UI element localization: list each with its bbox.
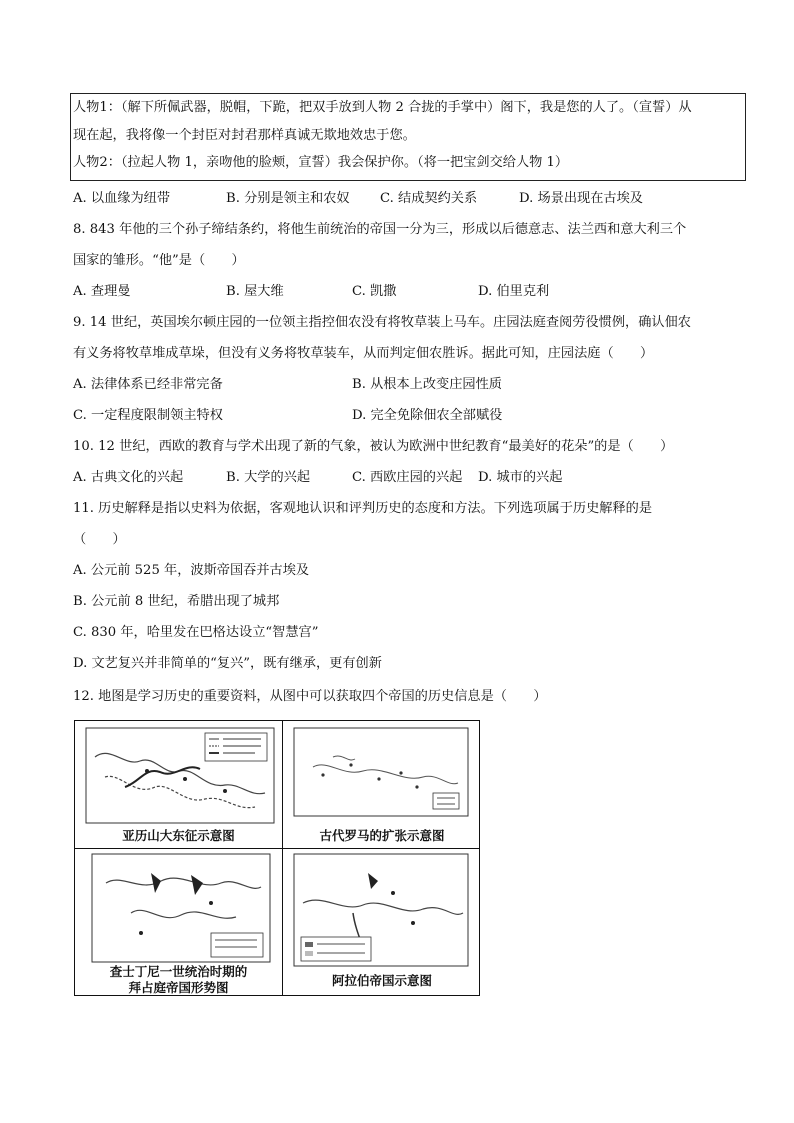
q9-stem-1: 9. 14 世纪，英国埃尔顿庄园的一位领主指控佃农没有将牧草装上马车。庄园法庭查阅劳役惯例，确认佃农 [73,315,691,330]
q8-stem-2: 国家的雏形。“他”是（ ） [73,253,245,268]
q8-option-a: A. 查理曼 [73,284,131,299]
map-arab-caption: 阿拉伯帝国示意图 [331,973,432,988]
q10-option-d: D. 城市的兴起 [478,470,563,485]
q11-stem-2: （ ） [73,532,126,547]
q11-option-b: B. 公元前 8 世纪，希腊出现了城邦 [73,594,280,609]
map-arab-image [293,853,469,967]
q11-option-c: C. 830 年，哈里发在巴格达设立“智慧宫” [73,625,319,640]
q9-option-b: B. 从根本上改变庄园性质 [352,377,502,392]
map-alexander-image [85,727,275,824]
map-rome [283,721,481,848]
map-byzantine-caption-2: 拜占庭帝国形势图 [128,980,229,995]
q9-option-d: D. 完全免除佃农全部赋役 [352,408,503,423]
q7-option-b: B. 分别是领主和农奴 [226,191,350,206]
map-rome-caption: 古代罗马的扩张示意图 [319,828,445,843]
q10-option-a: A. 古典文化的兴起 [73,470,184,485]
q8-stem-1: 8. 843 年他的三个孙子缔结条约，将他生前统治的帝国一分为三，形成以后德意志、法兰西和意大利三个 [73,222,687,237]
map-alexander [75,721,282,848]
map-rome-image [293,727,469,817]
q7-option-d: D. 场景出现在古埃及 [519,191,643,206]
q11-stem-1: 11. 历史解释是指以史料为依据，客观地认识和评判历史的态度和方法。下列选项属于历史解释的是 [73,501,653,516]
map-alexander-caption: 亚历山大东征示意图 [122,828,235,843]
q11-option-a: A. 公元前 525 年，波斯帝国吞并古埃及 [73,563,310,578]
q8-option-d: D. 伯里克利 [478,284,550,299]
q10-option-b: B. 大学的兴起 [226,470,311,485]
material-line-2: 现在起，我将像一个封臣对封君那样真诚无欺地效忠于您。 [73,128,416,143]
q10-stem: 10. 12 世纪，西欧的教育与学术出现了新的气象，被认为欧洲中世纪教育“最美好的花朵”的是（ ） [73,439,674,454]
map-byzantine-image [91,853,271,963]
q8-option-c: C. 凯撒 [352,284,397,299]
q9-stem-2: 有义务将牧草堆成草垛，但没有义务将牧草装车，从而判定佃农胜诉。据此可知，庄园法庭（ ） [73,346,654,361]
q9-option-a: A. 法律体系已经非常完备 [73,377,223,392]
map-byzantine-caption-1: 查士丁尼一世统治时期的 [109,964,248,979]
q11-option-d: D. 文艺复兴并非简单的“复兴”，既有继承，更有创新 [73,656,382,671]
q10-option-c: C. 西欧庄园的兴起 [352,470,463,485]
q7-option-a: A. 以血缘为纽带 [73,191,171,206]
map-arab [283,849,481,997]
map-grid [74,720,480,996]
q8-option-b: B. 屋大维 [226,284,284,299]
q12-stem: 12. 地图是学习历史的重要资料，从图中可以获取四个帝国的历史信息是（ ） [73,689,547,704]
map-byzantine [75,849,282,997]
material-line-3: 人物2：（拉起人物 1，亲吻他的脸颊，宣誓）我会保护你。（将一把宝剑交给人物 1） [73,155,569,170]
material-line-1: 人物1：（解下所佩武器，脱帽，下跪，把双手放到人物 2 合拢的手掌中）阁下，我是您的人了。（宣誓）从 [73,100,692,115]
q9-option-c: C. 一定程度限制领主特权 [73,408,223,423]
q7-option-c: C. 结成契约关系 [380,191,478,206]
